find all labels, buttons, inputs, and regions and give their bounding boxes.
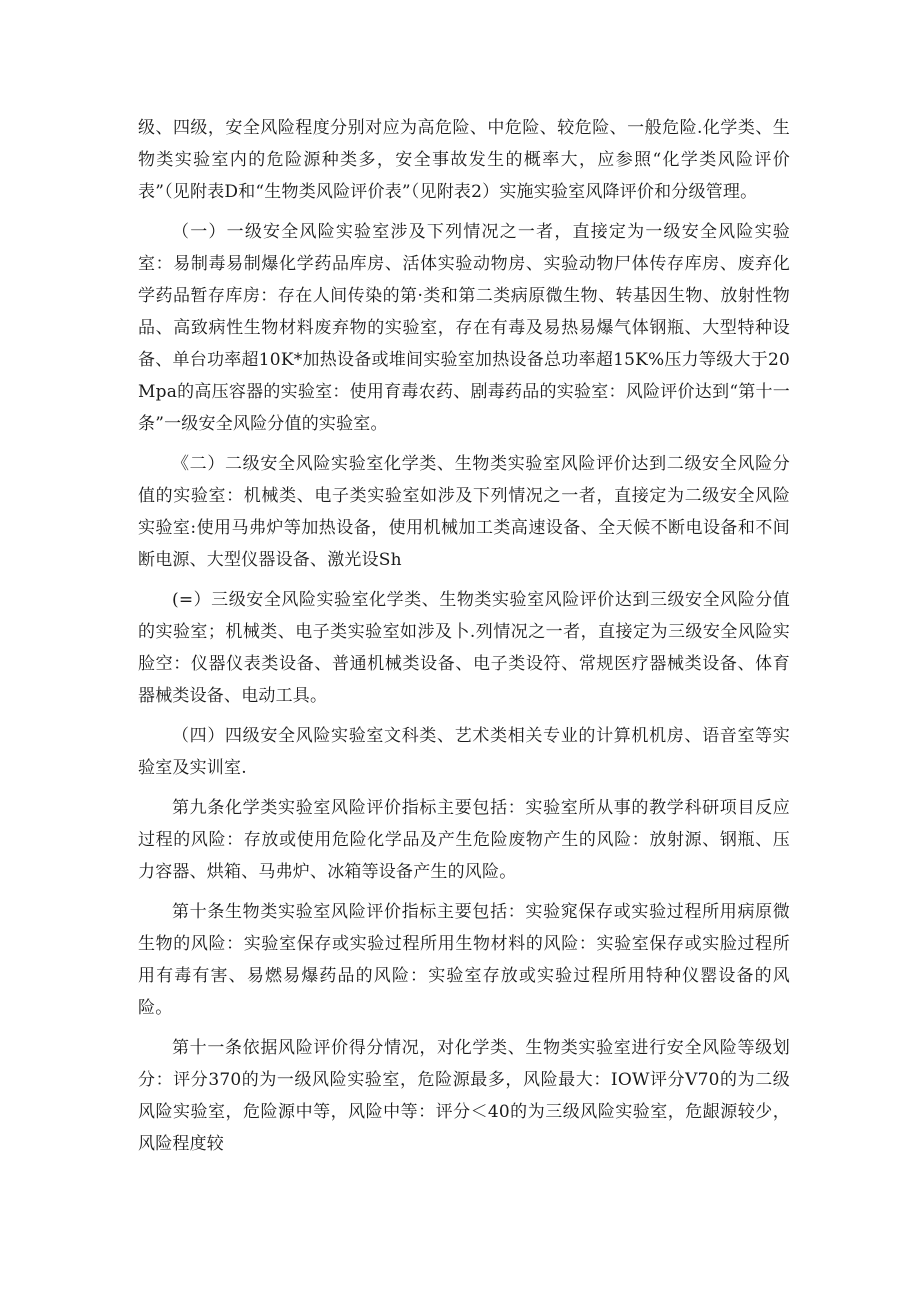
paragraph-risk-levels-intro: 级、四级，安全风险程度分别对应为高危险、中危险、较危险、一般危险.化学类、生物类实验室内的危险源种类多，安全事故发生的概率大，应参照“化学类风险评价表”（见附表D和“生物类风险评价表”（见附表2）实施实验室风降评价和分级管理。 [138, 118, 790, 202]
paragraph-article-ten: 第十条生物类实验室风险评价指标主要包括：实验窕保存或实验过程所用病原微生物的风险：实验室保存或实验过程所用生物材料的风险：实验室保存或实脸过程所用有毒有害、易燃易爆药品的风险：实验室存放或实验过程所用特种仪罂设备的风险。 [138, 902, 790, 1018]
paragraph-level-four: （四）四级安全风险实验室文科类、艺术类相关专业的计算机机房、语音室等实验室及实训室. [138, 726, 790, 778]
document-page [138, 112, 790, 1168]
paragraph-level-three: (=）三级安全风险实验室化学类、生物类实验室风险评价达到三级安全风险分值的实验室；机械类、电子类实验室如涉及卜.列情况之一者，直接定为三级安全风险实脸空：仪器仪表类设备、普通机械类设备、电子类设符、常规医疗器械类设备、体育器械类设备、电动工具。 [138, 590, 790, 706]
paragraph-article-eleven: 第十一条依据风险评价得分情况，对化学类、生物类实验室进行安全风险等级划分：评分370的为一级风险实验室，危险源最多，风险最大：IOW评分V70的为二级风险实验室，危险源中等，风险中等：评分＜40的为三级风险实验室，危龈源较少，风险程度较 [138, 1038, 790, 1154]
paragraph-level-two: 《二）二级安全风险实验室化学类、生物类实验室风险评价达到二级安全风险分值的实验室：机械类、电子类实验室如涉及下列情况之一者，直接定为二级安全风险实验室:使用马弗炉等加热设备，使用机械加工类高速设备、全天候不断电设备和不间断电源、大型仪器设备、激光设Sh [138, 454, 790, 570]
paragraph-level-one: （一）一级安全风险实验室涉及下列情况之一者，直接定为一级安全风险实验室：易制毒易制爆化学药品库房、活体实验动物房、实验动物尸体传存库房、废弃化学药品暂存库房：存在人间传染的第·类和第二类病原微生物、转基因生物、放射性物品、高致病性生物材料废弃物的实验室，存在有毒及易热易爆气体钢瓶、大型特种设备、单台功率超10K*加热设备或堆间实验室加热设备总功率超15K%压力等级大于20Mpa的高压容器的实验室：使用育毒农药、剧毒药品的实验室：风险评价达到“第十一条”一级安全风险分值的实验室。 [138, 222, 790, 434]
paragraph-article-nine: 第九条化学类实验室风险评价指标主要包括：实验室所从事的教学科研项目反应过程的风险：存放或使用危险化学品及产生危险废物产生的风险：放射源、钢瓶、压力容器、烘箱、马弗炉、冰箱等设备产生的风险。 [138, 798, 790, 882]
